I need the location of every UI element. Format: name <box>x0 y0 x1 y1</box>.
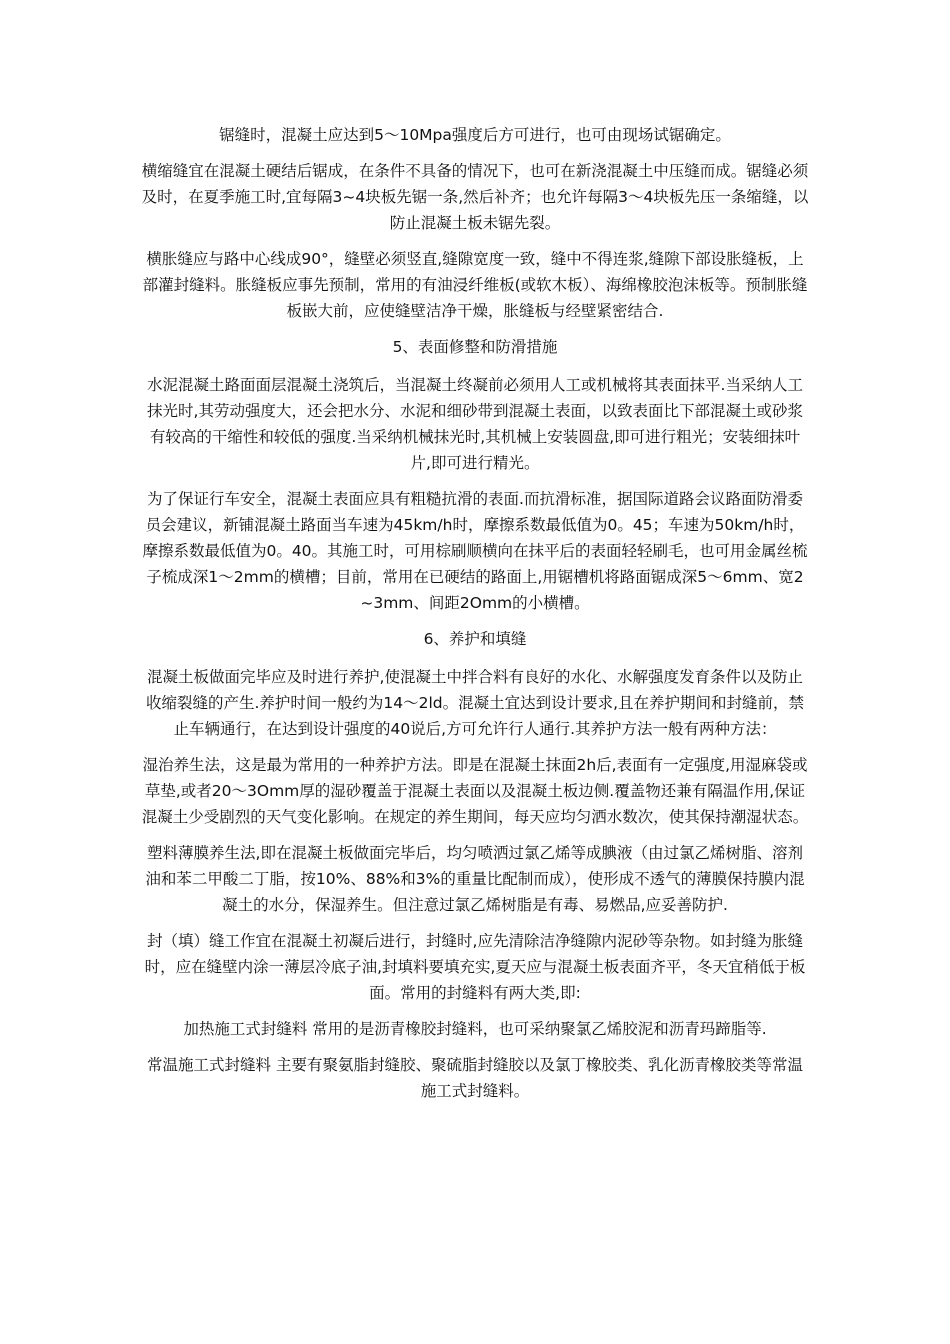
section-heading-6: 6、养护和填缝 <box>423 630 527 648</box>
paragraph-wet-curing: 湿治养生法，这是最为常用的一种养护方法。即是在混凝土抹面2h后,表面有一定强度,用湿麻袋或草垫,或者20～3Omm厚的湿砂覆盖于混凝土表面以及混凝土板边侧.覆盖物还兼有隔温作用,保证混凝土少受剧烈的天气变化影响。在规定的养生期间，每天应均匀洒水数次，使其保持潮湿状态。 <box>141 756 809 826</box>
paragraph-saw-joint-strength: 锯缝时，混凝土应达到5～10Mpa强度后方可进行，也可由现场试锯确定。 <box>219 126 731 144</box>
paragraph-surface-finishing: 水泥混凝土路面面层混凝土浇筑后，当混凝土终凝前必须用人工或机械将其表面抹平.当采纳人工抹光时,其劳动强度大，还会把水分、水泥和细砂带到混凝土表面，以致表面比下部混凝土或砂浆有较高的干缩性和较低的强度.当采纳机械抹光时,其机械上安装圆盘,即可进行粗光；安装细抹叶片,即可进行精光。 <box>147 376 803 472</box>
paragraph-transverse-shrinkage-joint: 横缩缝宜在混凝土硬结后锯成，在条件不具备的情况下，也可在新浇混凝土中压缝而成。锯缝必须及时，在夏季施工时,宜每隔3~4块板先锯一条,然后补齐；也允许每隔3～4块板先压一条缩缝，以防止混凝土板未锯先裂。 <box>141 162 809 232</box>
paragraph-joint-sealing: 封（填）缝工作宜在混凝土初凝后进行，封缝时,应先清除洁净缝隙内泥砂等杂物。如封缝为胀缝时，应在缝壁内涂一薄层冷底子油,封填料要填充实,夏天应与混凝土板表面齐平，冬天宜稍低于板面。常用的封缝料有两大类,即: <box>144 932 806 1002</box>
section-heading-5: 5、表面修整和防滑措施 <box>392 338 558 356</box>
paragraph-cold-sealant: 常温施工式封缝料 主要有聚氨脂封缝胶、聚硫脂封缝胶以及氯丁橡胶类、乳化沥青橡胶类等常温施工式封缝料。 <box>147 1056 803 1100</box>
paragraph-hot-sealant: 加热施工式封缝料 常用的是沥青橡胶封缝料，也可采纳聚氯乙烯胶泥和沥青玛蹄脂等. <box>183 1020 767 1038</box>
paragraph-plastic-film-curing: 塑料薄膜养生法,即在混凝土板做面完毕后，均匀喷洒过氯乙烯等成腆液（由过氯乙烯树脂、溶剂油和苯二甲酸二丁脂，按10%、88%和3%的重量比配制而成），使形成不透气的薄膜保持膜内混凝土的水分，保湿养生。但注意过氯乙烯树脂是有毒、易燃品,应妥善防护. <box>145 844 805 914</box>
document-body <box>140 122 810 1114</box>
paragraph-expansion-joint: 横胀缝应与路中心线成90°，缝壁必须竖直,缝隙宽度一致，缝中不得连浆,缝隙下部设胀缝板，上部灌封缝料。胀缝板应事先预制，常用的有油浸纤维板(或软木板）、海绵橡胶泡沫板等。预制胀缝板嵌大前，应使缝壁洁净干燥，胀缝板与经壁紧密结合. <box>142 250 808 320</box>
paragraph-curing: 混凝土板做面完毕应及时进行养护,使混凝土中拌合料有良好的水化、水解强度发育条件以及防止收缩裂缝的产生.养护时间一般约为14～2ld。混凝土宜达到设计要求,且在养护期间和封缝前，禁止车辆通行，在达到设计强度的40说后,方可允许行人通行.其养护方法一般有两种方法： <box>145 668 805 738</box>
paragraph-anti-skid: 为了保证行车安全，混凝土表面应具有粗糙抗滑的表面.而抗滑标准，据国际道路会议路面防滑委员会建议，新铺混凝土路面当车速为45km/h时，摩擦系数最低值为0。45；车速为50km/h时，摩擦系数最低值为0。40。其施工时，可用棕刷顺横向在抹平后的表面轻轻刷毛，也可用金属丝梳子梳成深1～2mm的横槽；目前，常用在已硬结的路面上,用锯槽机将路面锯成深5～6mm、宽2~3mm、间距2Omm的小横槽。 <box>142 490 808 612</box>
